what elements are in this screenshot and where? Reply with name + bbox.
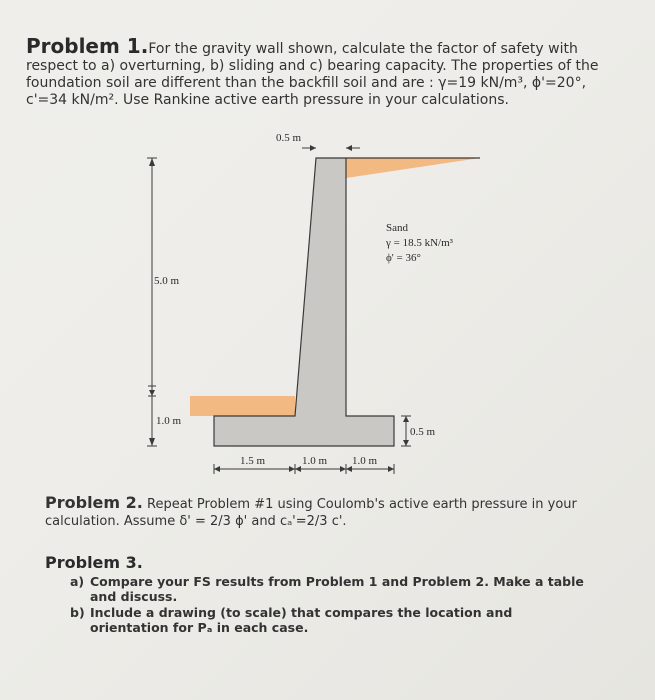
problem-1-heading: Problem 1. xyxy=(26,34,149,58)
problem-3-heading: Problem 3. xyxy=(45,553,143,572)
list-item: b) Include a drawing (to scale) that compares the location and orientation for Pₐ in each case. xyxy=(70,605,513,635)
list-item: a) Compare your FS results from Problem 1 and Problem 2. Make a table and discuss. xyxy=(70,574,584,604)
problem-1-text: For the gravity wall shown, calculate the factor of safety with respect to a) overturning, b) sliding and c) bearing capacity. The properties of the foundation soil are different than the backfill soil and are : γ=19 kN/m³, ϕ'=20°, c'=34 kN/m². Use Rankine active earth pressure in your calculations. xyxy=(26,41,599,108)
heel-label: 1.0 m xyxy=(352,455,378,467)
problem-1 xyxy=(26,34,626,109)
soil-name: Sand xyxy=(386,222,408,234)
problem-2 xyxy=(45,494,605,530)
stem-base-label: 1.0 m xyxy=(302,455,328,467)
height-label: 5.0 m xyxy=(154,275,180,287)
soil-phi: ϕ' = 36° xyxy=(386,252,421,264)
retaining-wall-figure xyxy=(130,128,490,478)
soil-gamma: γ = 18.5 kN/m³ xyxy=(386,237,453,249)
toe-label: 1.5 m xyxy=(240,455,266,467)
backfill-soil xyxy=(346,158,480,178)
toe-soil xyxy=(190,396,295,416)
embed-label: 1.0 m xyxy=(156,415,182,427)
problem-2-text: Repeat Problem #1 using Coulomb's active earth pressure in your calculation. Assume δ' = 2/3 ϕ' and cₐ'=2/3 c'. xyxy=(45,497,577,529)
problem-3-list xyxy=(70,574,590,636)
problem-2-heading: Problem 2. xyxy=(45,493,143,512)
base-thickness-label: 0.5 m xyxy=(410,426,436,438)
top-width-label: 0.5 m xyxy=(276,132,302,144)
